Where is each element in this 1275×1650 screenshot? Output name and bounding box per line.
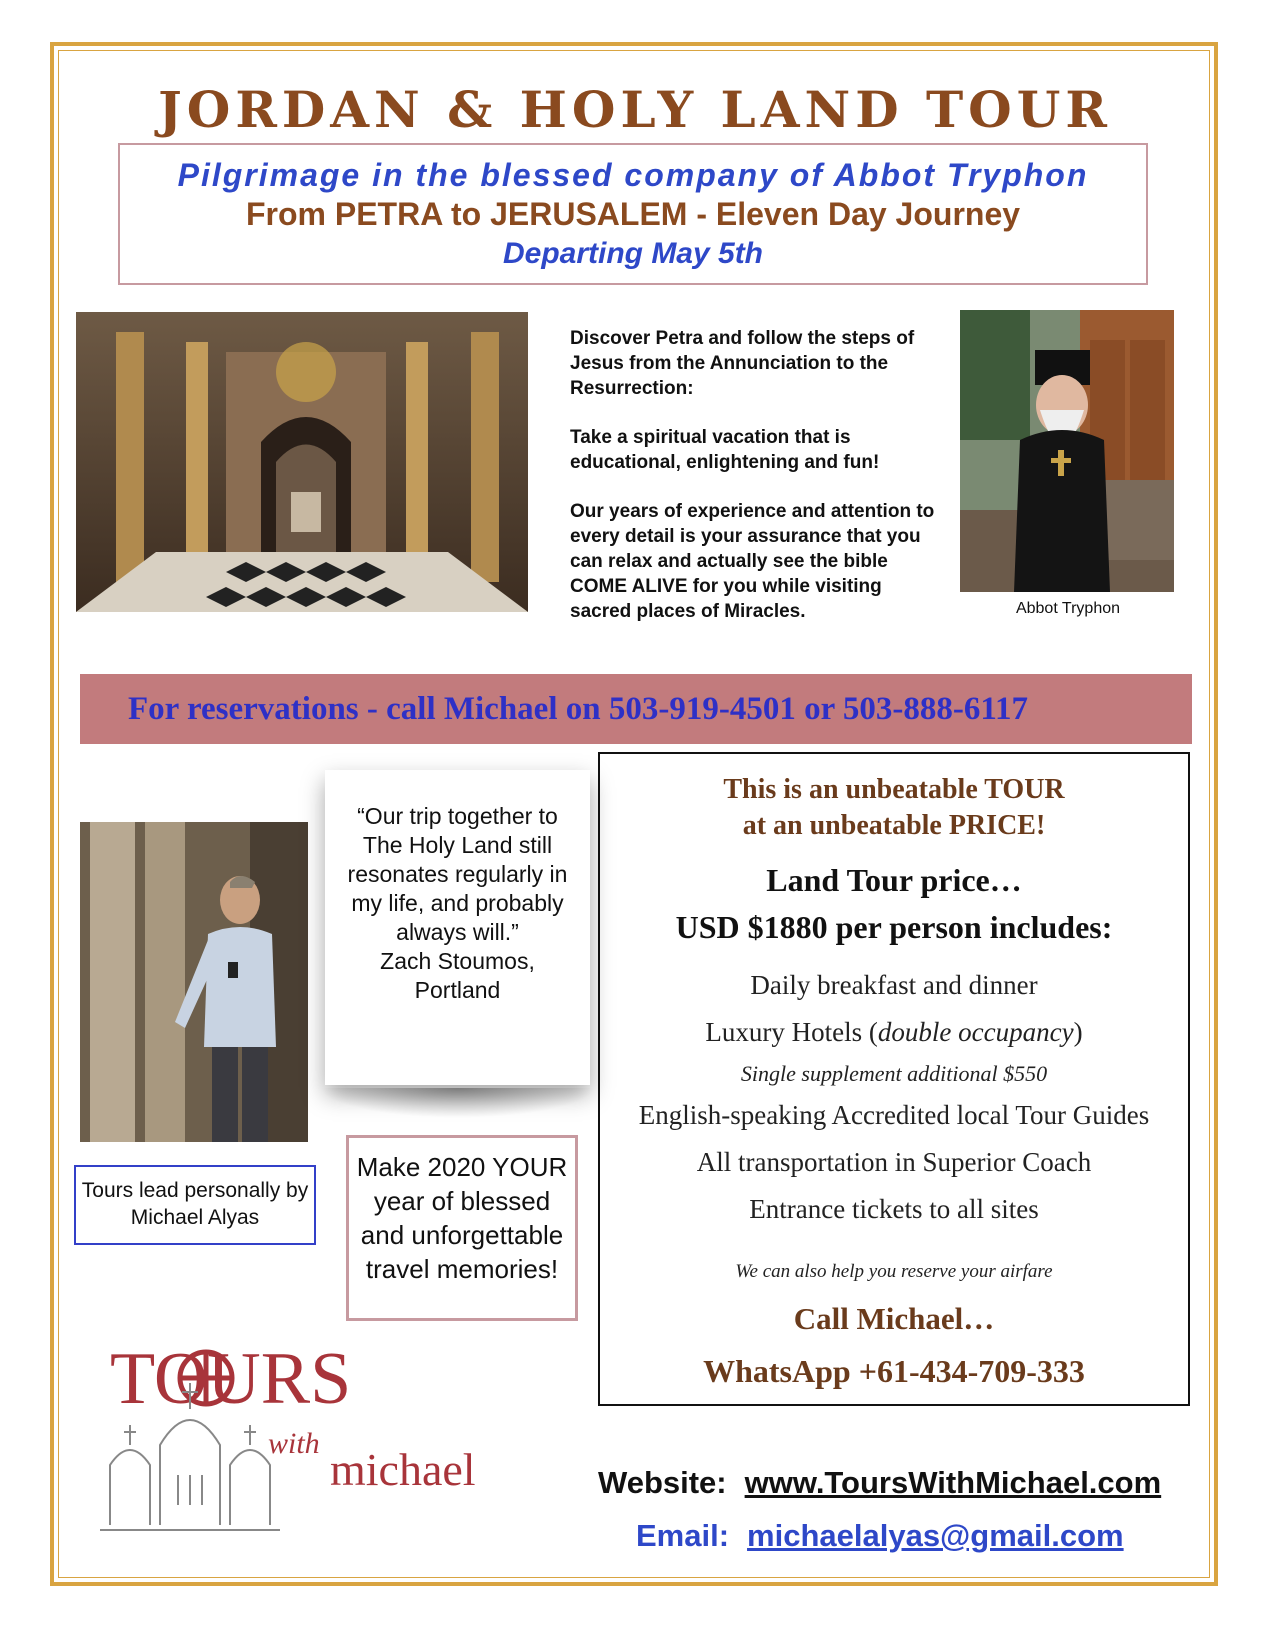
abbot-photo (960, 310, 1174, 592)
tours-with-michael-logo (90, 1325, 530, 1550)
price-box (598, 752, 1190, 1406)
price-headline (600, 772, 1188, 844)
intro-paragraph-2: Take a spiritual vacation that is educational, enlightening and fun! (570, 427, 880, 473)
logo-cross-icon (180, 1352, 232, 1404)
logo-michael: michael (330, 1444, 476, 1495)
subtitle-box (118, 143, 1148, 285)
whatsapp-number: WhatsApp +61-434-709-333 (703, 1353, 1085, 1389)
land-tour-label: Land Tour price… (766, 862, 1022, 898)
logo-with: with (268, 1427, 320, 1460)
intro-text (570, 326, 940, 648)
subtitle-pilgrimage: Pilgrimage in the blessed company of Abbot Tryphon (177, 157, 1089, 193)
logo-tours: TOURS (110, 1338, 352, 1420)
make-2020-box: Make 2020 YOUR year of blessed and unforgettable travel memories! (346, 1135, 578, 1321)
subtitle-route: From PETRA to JERUSALEM - Eleven Day Journey (245, 196, 1021, 232)
inclusion-guides: English-speaking Accredited local Tour Guides (638, 1100, 1150, 1130)
airfare-note: We can also help you reserve your airfare (735, 1261, 1053, 1282)
abbot-caption: Abbot Tryphon (1015, 600, 1121, 617)
price-amount: USD $1880 per person includes: (675, 909, 1113, 945)
email-link[interactable]: michaelalyas@gmail.com (747, 1518, 1124, 1553)
website-line (598, 1465, 1218, 1501)
testimonial-city: Portland (414, 977, 501, 1003)
call-michael: Call Michael… (793, 1301, 995, 1336)
inclusion-meals: Daily breakfast and dinner (750, 970, 1038, 1000)
email-line (636, 1518, 1236, 1554)
inclusion-transport: All transportation in Superior Coach (696, 1147, 1092, 1177)
inclusion-hotels: Luxury Hotels (double occupancy) (705, 1017, 1083, 1047)
page-title: JORDAN & HOLY LAND TOUR (158, 80, 1112, 139)
testimonial-card (325, 770, 590, 1085)
website-label: Website: (598, 1465, 727, 1500)
single-supplement: Single supplement additional $550 (740, 1061, 1048, 1086)
reservation-bar: For reservations - call Michael on 503-919-4501 or 503-888-6117 (80, 674, 1192, 744)
subtitle-departure: Departing May 5th (502, 237, 764, 270)
michael-photo (80, 822, 308, 1142)
testimonial-quote: “Our trip together to The Holy Land still resonates regularly in my life, and probably always will.” (347, 803, 568, 945)
intro-paragraph-1: Discover Petra and follow the steps of Jesus from the Annunciation to the Resurrection: (570, 328, 915, 399)
intro-paragraph-3: Our years of experience and attention to every detail is your assurance that you can relax and actually see the bible COME ALIVE for you while visiting sacred places of Miracles. (570, 501, 935, 622)
edicule-photo (76, 312, 528, 612)
price-headline-1: This is an unbeatable TOUR (723, 774, 1065, 805)
inclusion-tickets: Entrance tickets to all sites (749, 1194, 1039, 1224)
email-label: Email: (636, 1518, 730, 1553)
testimonial-shadow (320, 1088, 595, 1118)
website-link[interactable]: www.ToursWithMichael.com (744, 1465, 1162, 1500)
michael-caption: Tours lead personally by Michael Alyas (74, 1165, 316, 1245)
price-headline-2: at an unbeatable PRICE! (742, 810, 1046, 841)
inclusions-list (600, 962, 1188, 1233)
testimonial-author: Zach Stoumos, (380, 948, 535, 974)
